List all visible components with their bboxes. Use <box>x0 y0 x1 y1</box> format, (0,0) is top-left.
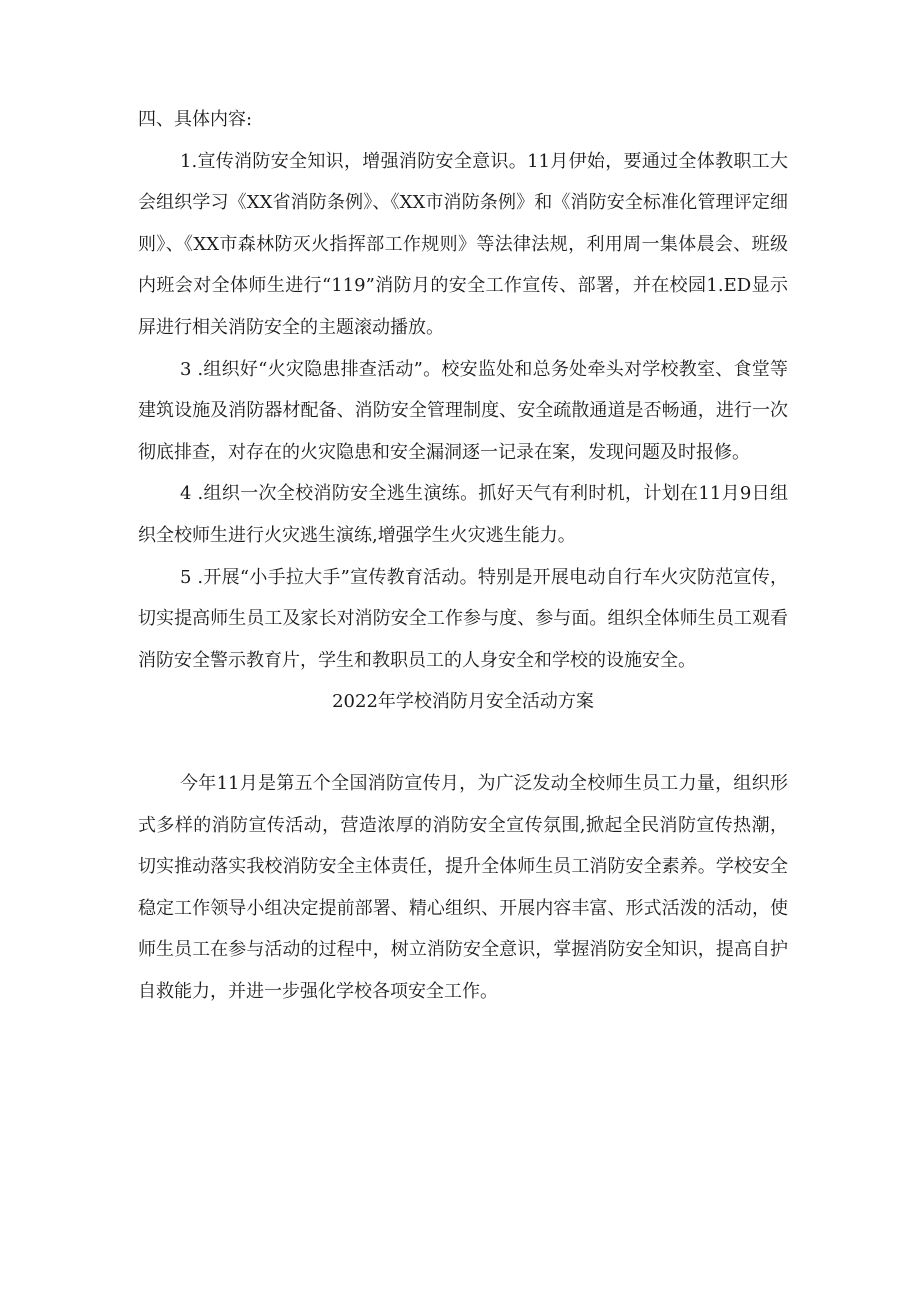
item-paragraph-5: 5 .开展“小手拉大手”宣传教育活动。特别是开展电动自行车火灾防范宣传，切实提高师生员工及家长对消防安全工作参与度、参与面。组织全体师生员工观看消防安全警示教育片，学生和教职员工的人身安全和学校的设施安全。 <box>138 566 788 671</box>
item-paragraph-3: 3 .组织好“火灾隐患排查活动”。校安监处和总务处牵头对学校教室、食堂等建筑设施及消防器材配备、消防安全管理制度、安全疏散通道是否畅通，进行一次彻底排查，对存在的火灾隐患和安全漏洞逐一记录在案，发现问题及时报修。 <box>138 358 788 463</box>
item-paragraph-4: 4 .组织一次全校消防安全逃生演练。抓好天气有利时机，计划在11月9日组织全校师生进行火灾逃生演练,增强学生火灾逃生能力。 <box>138 483 788 546</box>
document-title: 2022年学校消防月安全活动方案 <box>332 691 594 713</box>
section-heading: 四、具体内容: <box>138 109 253 130</box>
document-body <box>138 99 788 1012</box>
item-paragraph-1: 1.宣传消防安全知识，增强消防安全意识。11月伊始，要通过全体教职工大会组织学习《XX省消防条例》、《XX市消防条例》和《消防安全标准化管理评定细则》、《XX市森林防灭火指挥部工作规则》等法律法规，利用周一集体晨会、班级内班会对全体师生进行“119”消防月的安全工作宣传、部署，并在校园1.ED显示屏进行相关消防安全的主题滚动播放。 <box>138 150 788 338</box>
intro-paragraph: 今年11月是第五个全国消防宣传月，为广泛发动全校师生员工力量，组织形式多样的消防宣传活动，营造浓厚的消防安全宣传氛围,掀起全民消防宣传热潮，切实推动落实我校消防安全主体责任，提升全体师生员工消防安全素养。学校安全稳定工作领导小组决定提前部署、精心组织、开展内容丰富、形式活泼的活动，使师生员工在参与活动的过程中，树立消防安全意识，掌握消防安全知识，提高自护自救能力，并进一步强化学校各项安全工作。 <box>138 772 788 1002</box>
